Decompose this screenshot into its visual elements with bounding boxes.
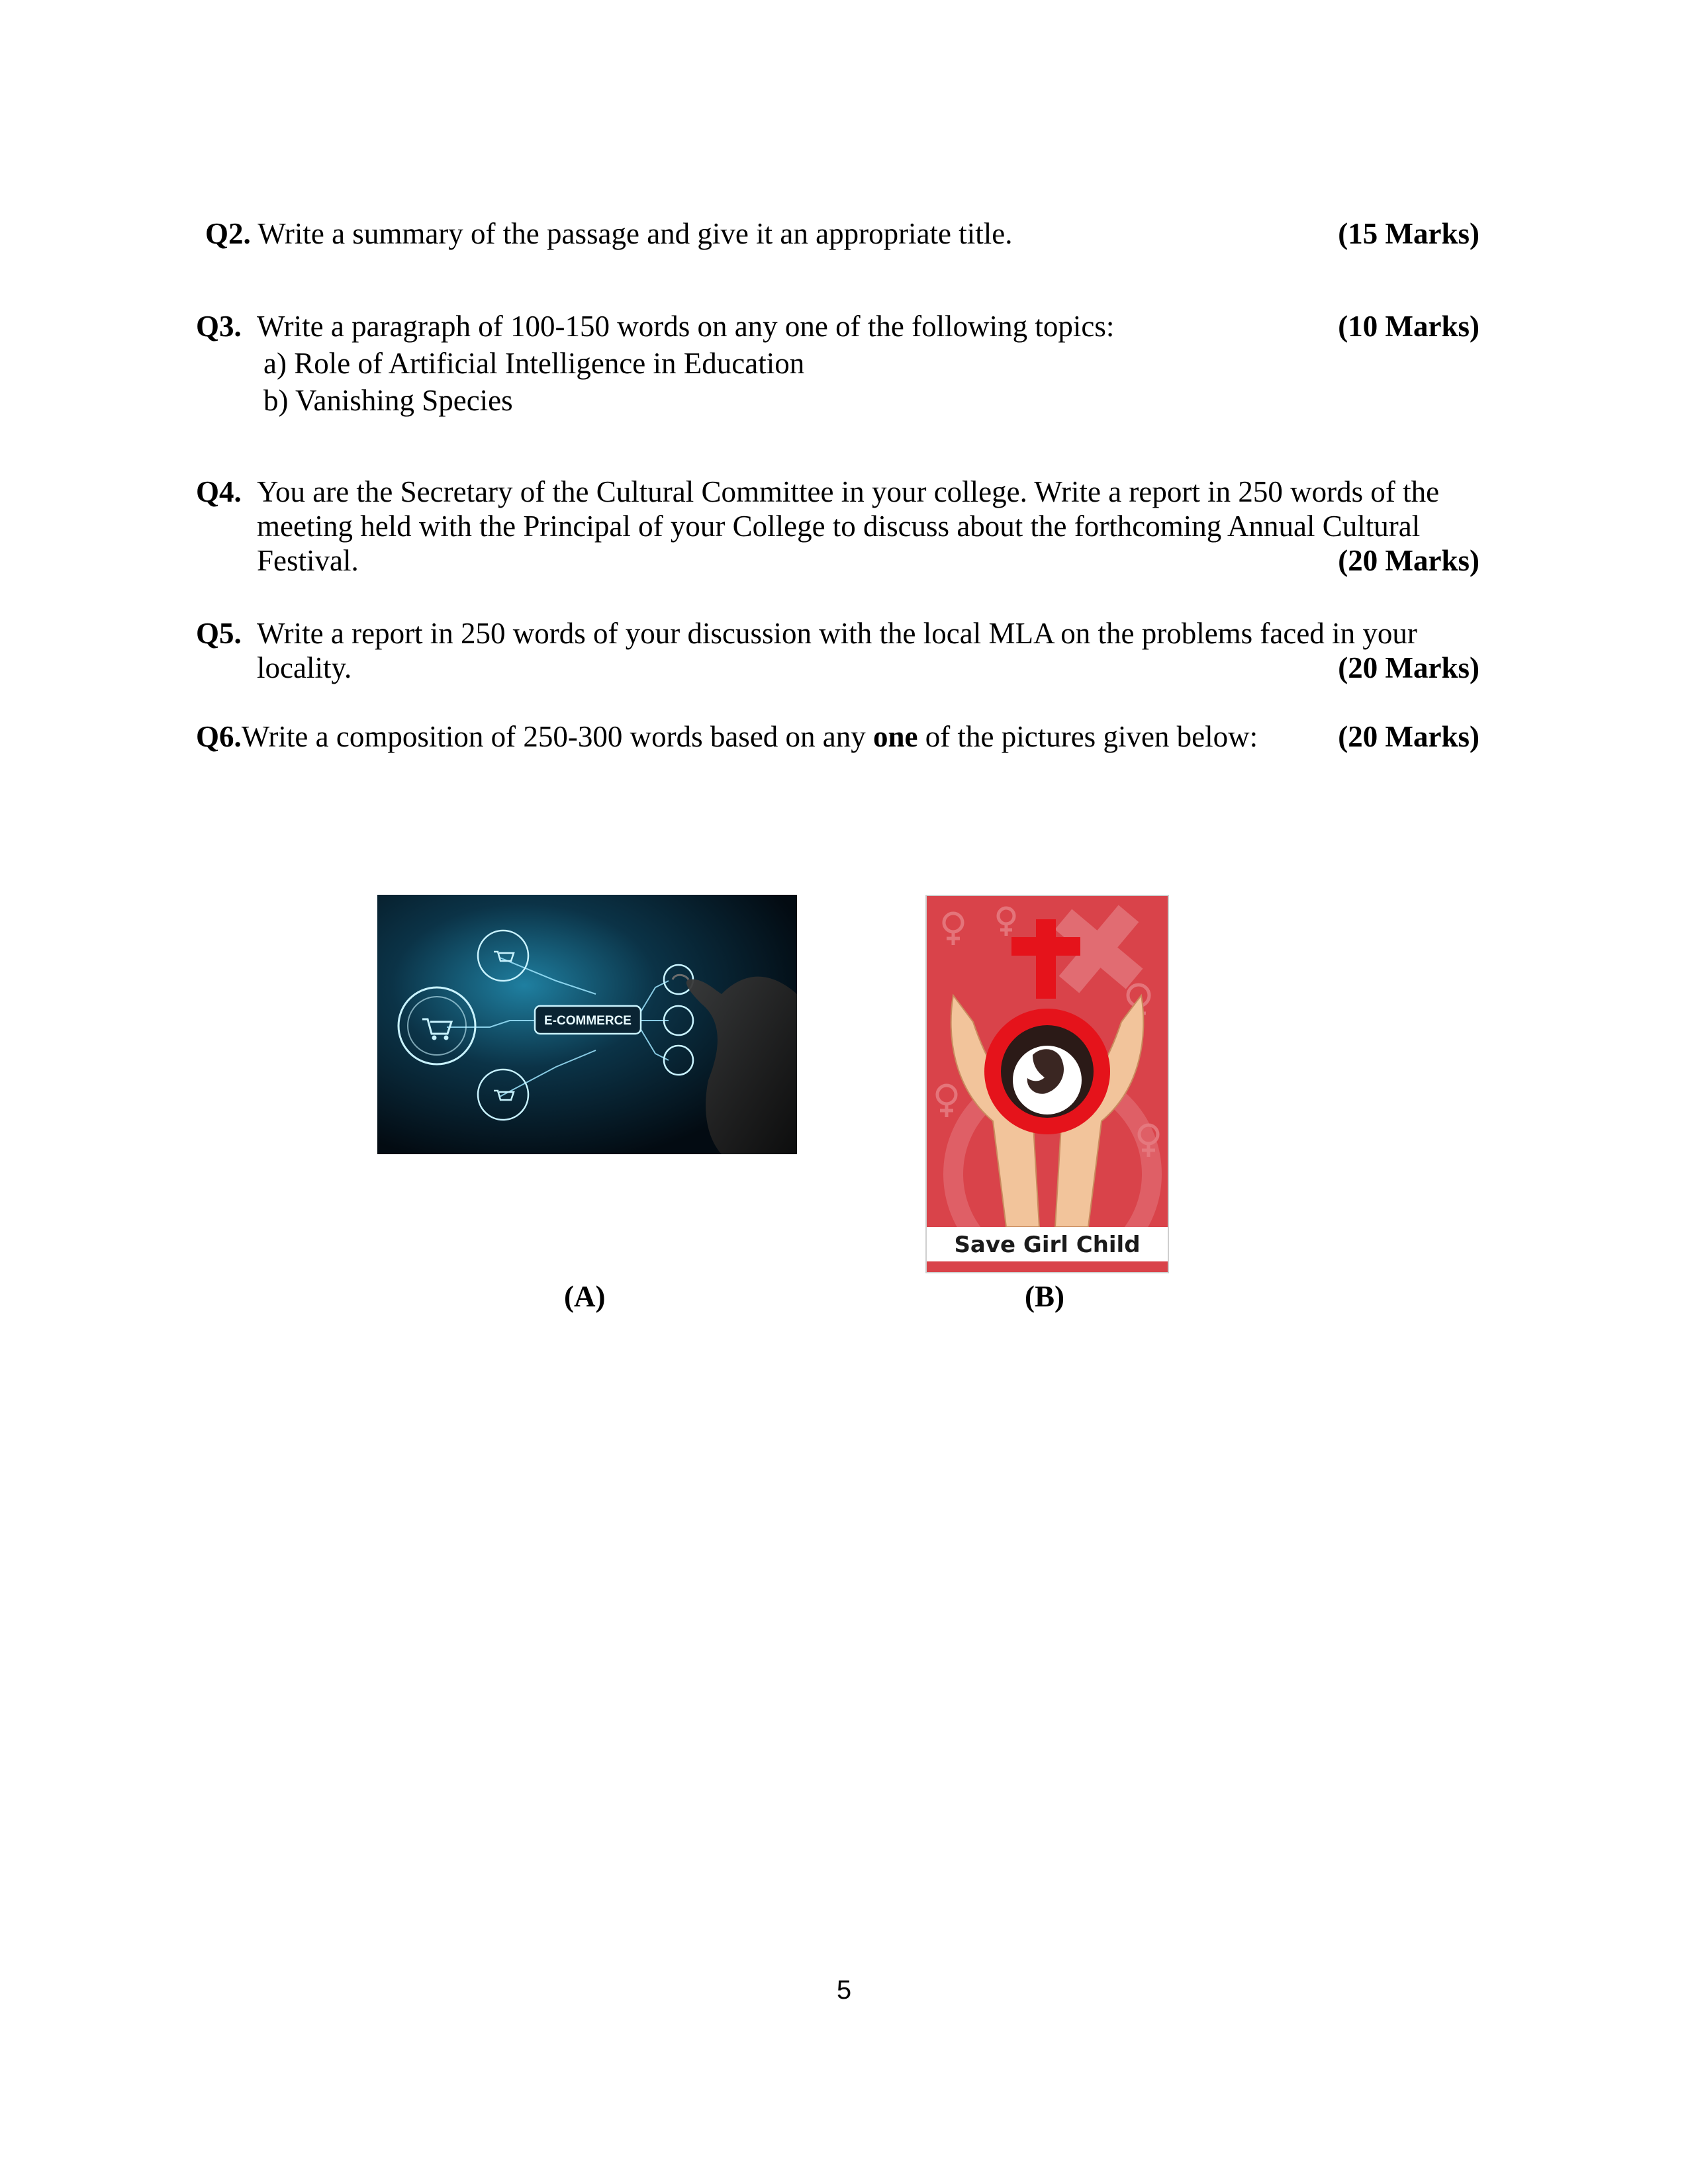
q2-line xyxy=(205,216,1013,251)
q3-option-a xyxy=(263,345,804,381)
q4-line-2 xyxy=(257,508,1420,544)
q4-line-1 xyxy=(196,474,1439,510)
q3-option-b-text: Vanishing Species xyxy=(295,384,513,417)
q3-option-b xyxy=(263,383,513,418)
q4-line-3 xyxy=(257,543,359,578)
picture-a-ecommerce xyxy=(377,895,797,1154)
q3-option-b-label: b) xyxy=(263,384,289,417)
q3-line xyxy=(196,308,1114,344)
q3-number: Q3. xyxy=(196,310,242,343)
q2-text: Write a summary of the passage and give it an appropriate title. xyxy=(258,217,1013,250)
q4-text-line-3: Festival. xyxy=(257,544,359,577)
q3-marks: (10 Marks) xyxy=(1338,310,1479,343)
picture-a-caption: (A) xyxy=(564,1280,606,1313)
ecommerce-illustration xyxy=(377,895,797,1154)
q6-number: Q6. xyxy=(196,720,242,753)
picture-b-save-girl-child xyxy=(925,895,1169,1273)
q3-option-a-text: Role of Artificial Intelligence in Education xyxy=(294,347,805,380)
q4-marks: (20 Marks) xyxy=(1338,544,1479,577)
q4-number: Q4. xyxy=(196,475,242,508)
q6-line xyxy=(196,719,1258,754)
q5-marks: (20 Marks) xyxy=(1338,651,1479,684)
q3-text: Write a paragraph of 100-150 words on any one of the following topics: xyxy=(257,310,1115,343)
q5-text-line-2: locality. xyxy=(257,651,352,684)
save-girl-child-illustration xyxy=(927,896,1168,1272)
q5-text-line-1: Write a report in 250 words of your discussion with the local MLA on the problems faced in your xyxy=(257,617,1417,650)
q5-number: Q5. xyxy=(196,617,242,650)
q5-line-2 xyxy=(257,650,352,686)
ecommerce-label: E-COMMERCE xyxy=(544,1014,632,1028)
q6-text-bold: one xyxy=(873,720,918,753)
q2-marks: (15 Marks) xyxy=(1338,217,1479,250)
q5-line-1 xyxy=(196,615,1417,651)
q2-number: Q2. xyxy=(205,217,251,250)
picture-b-caption: (B) xyxy=(1025,1280,1064,1313)
q4-text-line-2: meeting held with the Principal of your College to discuss about the forthcoming Annual Cultural xyxy=(257,510,1421,543)
q4-text-line-1: You are the Secretary of the Cultural Committee in your college. Write a report in 250 words of the xyxy=(257,475,1440,508)
q6-marks: (20 Marks) xyxy=(1338,720,1479,753)
save-girl-child-label: Save Girl Child xyxy=(954,1232,1141,1258)
q3-option-a-label: a) xyxy=(263,347,287,380)
q6-text-after: of the pictures given below: xyxy=(917,720,1258,753)
q6-text-before: Write a composition of 250-300 words based on any xyxy=(241,720,874,753)
page-number: 5 xyxy=(836,1976,852,2005)
